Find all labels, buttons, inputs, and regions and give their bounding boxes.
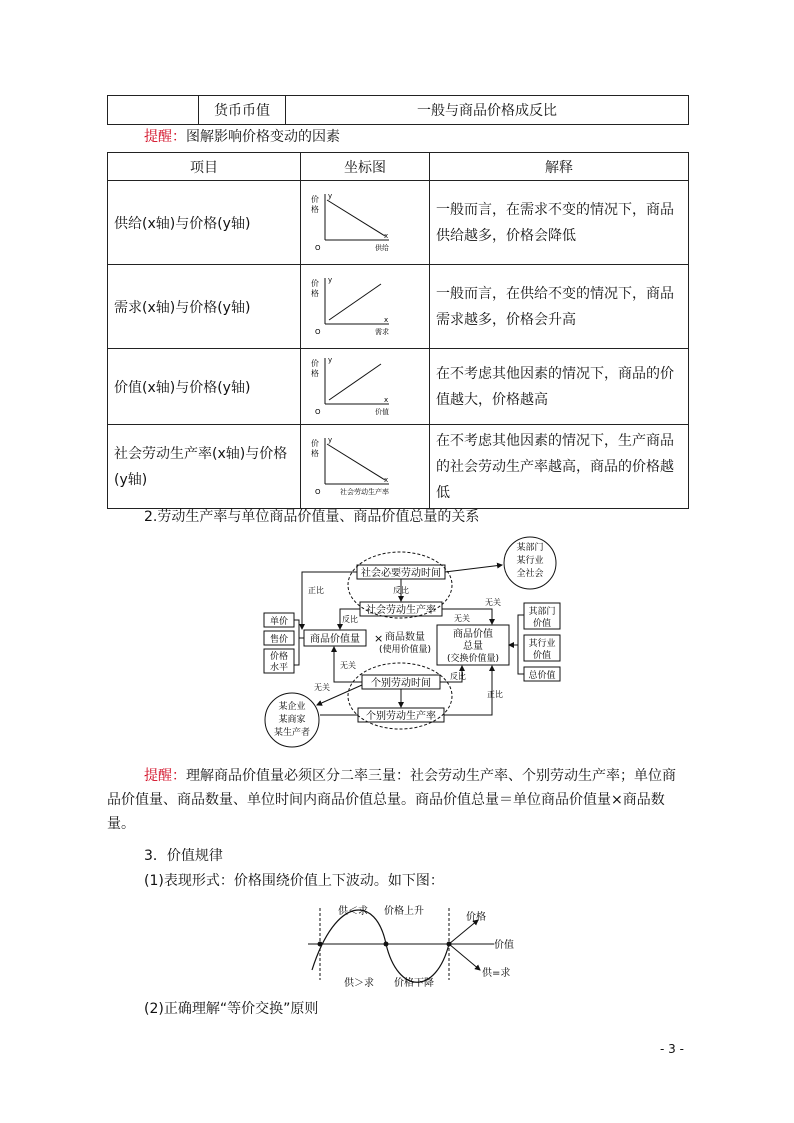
- row-graph: [301, 425, 430, 509]
- origin-label: O: [315, 487, 321, 496]
- mini-axis-graph: [307, 432, 403, 498]
- left-box-level: 水平: [269, 663, 289, 673]
- node-quantity-sub: (使用价值量): [378, 645, 432, 655]
- row-graph: [301, 349, 430, 425]
- table-row: [108, 265, 689, 349]
- x-letter: x: [384, 475, 389, 484]
- left-box-unit-price: 单价: [269, 617, 289, 627]
- section2-title: 2.劳动生产率与单位商品价值量、商品价值总量的关系: [144, 509, 480, 525]
- relation-diagram: [262, 535, 572, 750]
- node-quantity: 商品数量: [385, 632, 425, 643]
- tip1: [144, 125, 340, 149]
- label-wuguan-right: 无关: [485, 598, 501, 607]
- y-label-2: 格: [311, 368, 319, 378]
- trend-line: [329, 364, 381, 400]
- page-number: - 3 -: [660, 1042, 684, 1056]
- node-indiv-rate: 个别劳动生产率: [366, 711, 436, 722]
- label-price: 价格: [466, 912, 486, 923]
- left-box-sale-price: 售价: [269, 635, 289, 645]
- circle-top-2: 某行业: [516, 556, 544, 566]
- row-explain: 一般而言，在需求不变的情况下，商品供给越多，价格会降低: [430, 181, 689, 265]
- x-label: 需求: [375, 327, 389, 336]
- tip-label: 提醒：: [144, 768, 186, 784]
- header-explain: 解释: [430, 153, 689, 181]
- label-supply-lt: 供＜求: [338, 906, 368, 917]
- origin-label: O: [315, 327, 321, 336]
- node-indiv-time: 个别劳动时间: [371, 678, 431, 689]
- node-social-time: 社会必要劳动时间: [361, 568, 441, 579]
- label-wuguan-left: 无关: [340, 661, 356, 670]
- tip-text: 图解影响价格变动的因素: [186, 129, 340, 145]
- section3-title: 3．价值规律: [144, 848, 223, 864]
- node-total-2: 总量: [463, 641, 483, 652]
- y-letter: y: [328, 191, 333, 200]
- label-price-up: 价格上升: [384, 906, 424, 917]
- circle-top-1: 某部门: [516, 543, 544, 553]
- y-label-2: 格: [311, 288, 319, 298]
- label-zhengbi-top: 正比: [308, 586, 324, 595]
- row-graph: [301, 265, 430, 349]
- node-unit-value: 商品价值量: [310, 634, 360, 645]
- left-box-price: 价格: [269, 652, 289, 662]
- mini-axis-graph: [307, 352, 403, 418]
- top-cell-money: 货币币值: [199, 96, 286, 125]
- factor-table: [107, 152, 689, 509]
- sub1: (1)表现形式：价格围绕价值上下波动。如下图：: [144, 873, 444, 889]
- origin-label: O: [315, 407, 321, 416]
- trend-line: [327, 444, 385, 480]
- trend-line: [329, 284, 381, 320]
- row-graph: [301, 181, 430, 265]
- node-total-1: 商品价值: [453, 629, 493, 640]
- x-label: 价值: [375, 407, 389, 416]
- sub2: (2)正确理解“等价交换”原则: [144, 1001, 319, 1017]
- table-row: [108, 425, 689, 509]
- y-label-1: 价: [311, 358, 319, 368]
- header-graph: 坐标图: [301, 153, 430, 181]
- x-letter: x: [384, 231, 389, 240]
- row-item: 需求(x轴)与价格(y轴): [108, 265, 301, 349]
- label-supply-eq: 供=求: [482, 968, 511, 979]
- y-letter: y: [328, 435, 333, 444]
- node-social-rate: 社会劳动生产率: [366, 605, 436, 616]
- price-wave-diagram: [306, 900, 536, 990]
- row-explain: 在不考虑其他因素的情况下，生产商品的社会劳动生产率越高，商品的价格越低: [430, 425, 689, 509]
- mini-axis-graph: [307, 188, 403, 254]
- node-total-3: (交换价值量): [446, 654, 500, 664]
- row-item: 社会劳动生产率(x轴)与价格(y轴): [108, 425, 301, 509]
- circle-bottom-3: 某生产者: [273, 728, 311, 738]
- right-box-dept-value: 价值: [532, 619, 552, 629]
- right-box-total: 总价值: [528, 671, 556, 681]
- top-table: [107, 95, 689, 125]
- node-times: ×: [374, 632, 384, 645]
- trend-line: [327, 200, 385, 236]
- label-fanbi-top: 反比: [393, 586, 409, 595]
- y-label-2: 格: [311, 204, 319, 214]
- circle-top-3: 全社会: [516, 569, 544, 579]
- y-letter: y: [328, 275, 333, 284]
- table-header-row: [108, 153, 689, 181]
- top-cell-relation: 一般与商品价格成反比: [286, 96, 689, 125]
- y-label-1: 价: [311, 438, 319, 448]
- tip2: [107, 764, 689, 836]
- row-item: 价值(x轴)与价格(y轴): [108, 349, 301, 425]
- row-item: 供给(x轴)与价格(y轴): [108, 181, 301, 265]
- x-letter: x: [384, 315, 389, 324]
- label-wuguan-bottom: 无关: [314, 683, 330, 692]
- label-fanbi-bottom: 反比: [450, 672, 466, 681]
- mini-axis-graph: [307, 272, 403, 338]
- row-explain: 一般而言，在供给不变的情况下，商品需求越多，价格会升高: [430, 265, 689, 349]
- y-label-2: 格: [311, 448, 319, 458]
- x-label: 供给: [375, 243, 389, 252]
- x-letter: x: [384, 395, 389, 404]
- tip-label: 提醒：: [144, 129, 186, 145]
- right-box-dept: 其部门: [528, 607, 556, 617]
- label-wuguan-mid: 无关: [454, 614, 470, 623]
- circle-bottom-2: 某商家: [278, 715, 306, 725]
- y-letter: y: [328, 355, 333, 364]
- y-label-1: 价: [311, 194, 319, 204]
- label-price-down: 价格下降: [394, 978, 434, 989]
- header-item: 项目: [108, 153, 301, 181]
- table-row: [108, 349, 689, 425]
- y-label-1: 价: [311, 278, 319, 288]
- circle-bottom-1: 某企业: [278, 702, 306, 712]
- label-supply-gt: 供＞求: [344, 978, 374, 989]
- origin-label: O: [315, 243, 321, 252]
- price-curve: [312, 910, 449, 982]
- label-fanbi-left: 反比: [342, 615, 358, 624]
- row-explain: 在不考虑其他因素的情况下，商品的价值越大，价格越高: [430, 349, 689, 425]
- label-zhengbi-bottom: 正比: [487, 690, 503, 699]
- x-label: 社会劳动生产率: [340, 487, 389, 496]
- right-box-industry-value: 价值: [532, 651, 552, 661]
- label-value: 价值: [494, 940, 514, 951]
- tip-text: 理解商品价值量必须区分二率三量：社会劳动生产率、个别劳动生产率；单位商品价值量、商品数量、单位时间内商品价值总量。商品价值总量＝单位商品价值量×商品数量。: [107, 768, 676, 832]
- table-row: [108, 181, 689, 265]
- top-cell-empty: [108, 96, 199, 125]
- right-box-industry: 其行业: [528, 639, 556, 649]
